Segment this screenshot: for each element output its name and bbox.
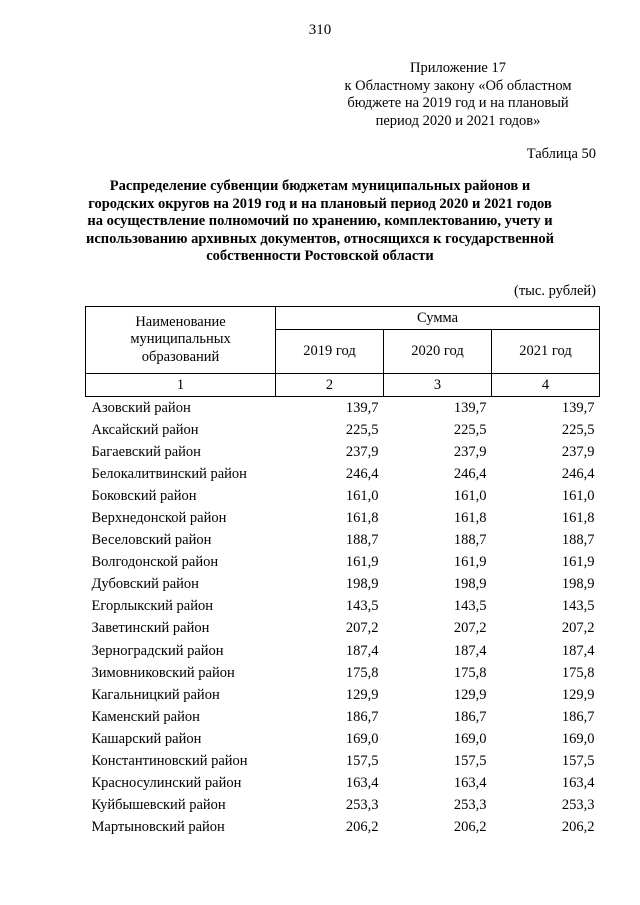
table-row — [86, 662, 600, 684]
value-2021: 186,7 — [561, 708, 595, 725]
table-header — [86, 307, 600, 397]
value-2020: 207,2 — [453, 620, 487, 637]
municipality-name: Аксайский район — [91, 421, 199, 438]
title-line: на осуществление полномочий по хранению, комплектованию, учету и — [87, 213, 553, 229]
table-row — [86, 751, 600, 773]
header-year-2021: 2021 год — [491, 330, 599, 374]
header-sum: Сумма — [276, 307, 600, 330]
value-2020: 237,9 — [453, 443, 487, 460]
value-2021: 237,9 — [561, 443, 595, 460]
value-2019: 225,5 — [345, 421, 379, 438]
value-2019: 129,9 — [345, 686, 379, 703]
value-2020: 188,7 — [453, 532, 487, 549]
table-row — [86, 817, 600, 839]
municipality-name: Азовский район — [91, 399, 191, 416]
appendix-line: к Областному закону «Об областном — [344, 77, 572, 94]
value-2019: 253,3 — [345, 797, 379, 814]
municipality-name: Боковский район — [91, 487, 197, 504]
value-2019: 186,7 — [345, 708, 379, 725]
value-2020: 163,4 — [453, 775, 487, 792]
table-row — [86, 441, 600, 463]
value-2020: 186,7 — [453, 708, 487, 725]
table-row — [86, 485, 600, 507]
column-number: 4 — [491, 374, 599, 397]
municipality-name: Волгодонской район — [91, 554, 219, 571]
title-line: городских округов на 2019 год и на плановый период 2020 и 2021 годов — [88, 195, 552, 212]
header-name-line: образований — [141, 348, 220, 365]
value-2019: 198,9 — [345, 576, 379, 593]
value-2020: 253,3 — [453, 797, 487, 814]
column-number: 1 — [86, 374, 276, 397]
municipality-name: Куйбышевский район — [91, 797, 226, 814]
title-line: собственности Ростовской области — [206, 248, 434, 264]
table-row — [86, 640, 600, 662]
table-label: Таблица 50 — [526, 146, 596, 162]
table-row — [86, 397, 600, 420]
appendix-line: период 2020 и 2021 годов» — [375, 112, 541, 129]
table-body — [86, 397, 600, 839]
value-2019: 169,0 — [345, 730, 379, 747]
table-row — [86, 773, 600, 795]
value-2019: 163,4 — [345, 775, 379, 792]
value-2021: 163,4 — [561, 775, 595, 792]
value-2019: 188,7 — [345, 532, 379, 549]
value-2020: 161,0 — [453, 487, 487, 504]
municipality-name: Заветинский район — [91, 620, 210, 637]
table-row — [86, 419, 600, 441]
value-2019: 246,4 — [345, 465, 379, 482]
value-2021: 246,4 — [561, 465, 595, 482]
municipality-name: Багаевский район — [91, 443, 201, 460]
value-2019: 143,5 — [345, 598, 379, 615]
value-2020: 175,8 — [453, 664, 487, 681]
value-2020: 139,7 — [453, 399, 487, 416]
value-2021: 161,8 — [561, 510, 595, 527]
value-2021: 169,0 — [561, 730, 595, 747]
municipality-name: Кашарский район — [91, 730, 202, 747]
value-2020: 225,5 — [453, 421, 487, 438]
table-row — [86, 507, 600, 529]
municipality-name: Белокалитвинский район — [91, 465, 247, 482]
appendix-block — [328, 60, 588, 130]
table-row — [86, 530, 600, 552]
value-2019: 161,0 — [345, 487, 379, 504]
value-2021: 207,2 — [561, 620, 595, 637]
municipality-name: Веселовский район — [91, 532, 212, 549]
municipality-name: Зимовниковский район — [91, 664, 235, 681]
value-2019: 157,5 — [345, 753, 379, 770]
value-2020: 169,0 — [453, 730, 487, 747]
value-2021: 157,5 — [561, 753, 595, 770]
table-row — [86, 618, 600, 640]
appendix-line: бюджете на 2019 год и на плановый — [347, 95, 569, 111]
table-row — [86, 552, 600, 574]
document-title — [80, 178, 560, 266]
value-2021: 161,0 — [561, 487, 595, 504]
table-row — [86, 574, 600, 596]
table-row — [86, 795, 600, 817]
municipality-name: Дубовский район — [91, 576, 199, 593]
municipality-name: Красносулинский район — [91, 775, 242, 792]
header-name-column — [86, 307, 276, 374]
municipality-name: Кагальницкий район — [91, 686, 220, 703]
page-number: 310 — [308, 22, 332, 38]
units-label: (тыс. рублей) — [514, 283, 596, 299]
table-row — [86, 596, 600, 618]
municipality-name: Зерноградский район — [91, 642, 224, 659]
header-name-line: Наименование — [135, 313, 226, 330]
value-2020: 161,8 — [453, 510, 487, 527]
value-2021: 206,2 — [561, 819, 595, 836]
value-2019: 161,9 — [345, 554, 379, 571]
column-number: 3 — [384, 374, 492, 397]
municipality-name: Верхнедонской район — [91, 510, 227, 527]
value-2020: 198,9 — [453, 576, 487, 593]
value-2019: 206,2 — [345, 819, 379, 836]
value-2021: 139,7 — [561, 399, 595, 416]
header-year-2020: 2020 год — [384, 330, 492, 374]
value-2020: 206,2 — [453, 819, 487, 836]
value-2019: 161,8 — [345, 510, 379, 527]
value-2021: 225,5 — [561, 421, 595, 438]
value-2021: 161,9 — [561, 554, 595, 571]
header-name-line: муниципальных — [130, 331, 231, 348]
column-number: 2 — [276, 374, 384, 397]
value-2021: 253,3 — [561, 797, 595, 814]
value-2019: 187,4 — [345, 642, 379, 659]
municipality-name: Каменский район — [91, 708, 200, 725]
municipality-name: Мартыновский район — [91, 819, 225, 836]
title-line: использованию архивных документов, относящихся к государственной — [85, 230, 554, 247]
header-year-2019: 2019 год — [276, 330, 384, 374]
value-2021: 198,9 — [561, 576, 595, 593]
title-line: Распределение субвенции бюджетам муниципальных районов и — [109, 178, 531, 194]
value-2020: 187,4 — [453, 642, 487, 659]
table-row — [86, 706, 600, 728]
value-2021: 143,5 — [561, 598, 595, 615]
value-2020: 157,5 — [453, 753, 487, 770]
appendix-title: Приложение 17 — [410, 60, 506, 76]
value-2020: 161,9 — [453, 554, 487, 571]
value-2019: 237,9 — [345, 443, 379, 460]
municipality-name: Егорлыкский район — [91, 598, 213, 615]
value-2020: 143,5 — [453, 598, 487, 615]
value-2021: 175,8 — [561, 664, 595, 681]
value-2019: 207,2 — [345, 620, 379, 637]
table-row — [86, 463, 600, 485]
table-row — [86, 728, 600, 750]
value-2020: 246,4 — [453, 465, 487, 482]
subvention-table — [85, 306, 600, 839]
value-2019: 139,7 — [345, 399, 379, 416]
value-2021: 129,9 — [561, 686, 595, 703]
value-2019: 175,8 — [345, 664, 379, 681]
value-2020: 129,9 — [453, 686, 487, 703]
municipality-name: Константиновский район — [91, 753, 248, 770]
table-row — [86, 684, 600, 706]
value-2021: 187,4 — [561, 642, 595, 659]
value-2021: 188,7 — [561, 532, 595, 549]
